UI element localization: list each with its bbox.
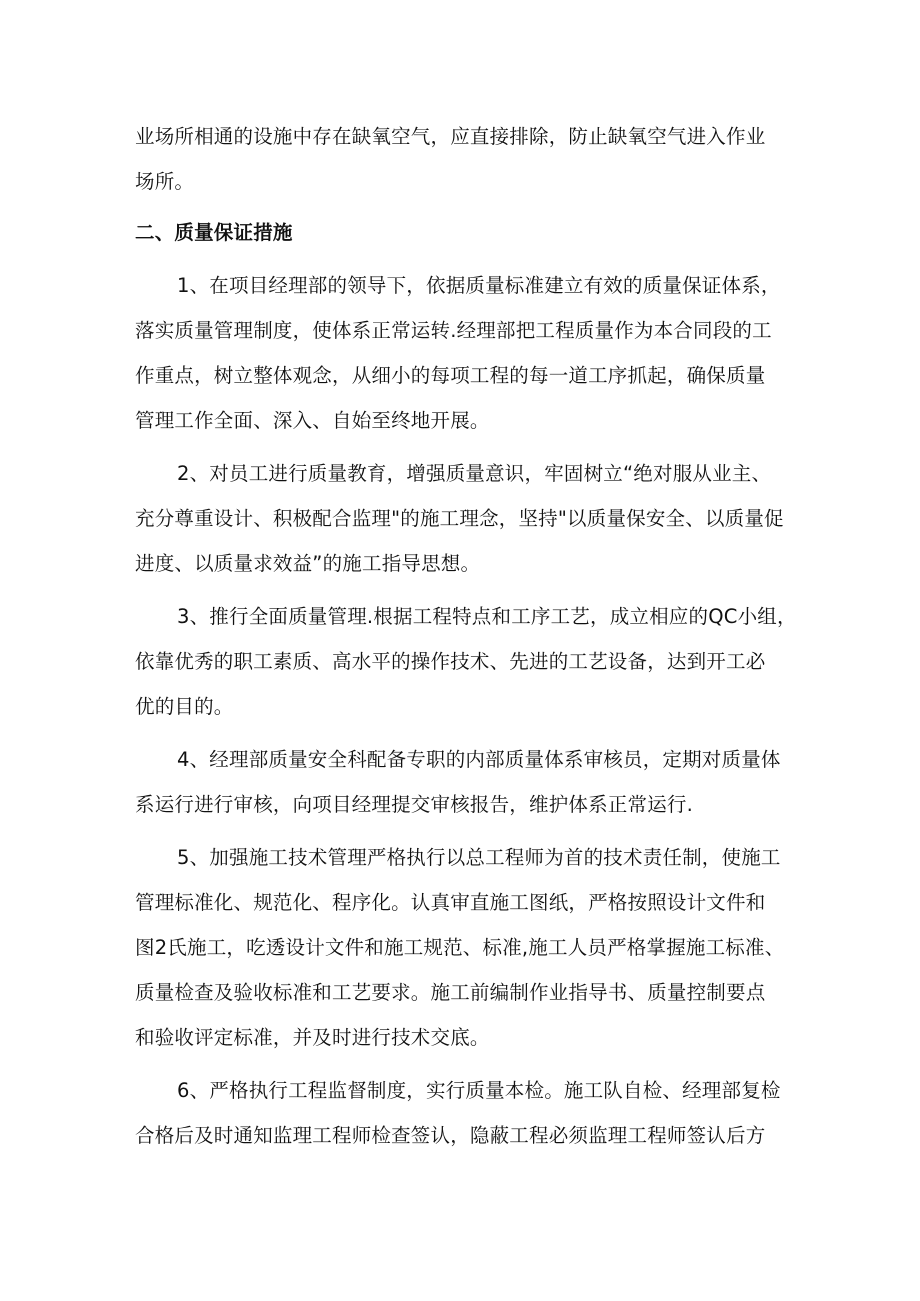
text-line: 6、严格执行工程监督制度，实行质量本检。施工队自检、经理部复检 [177, 1079, 781, 1102]
text-line: 质量检查及验收标准和工艺要求。施工前编制作业指导书、质量控制要点 [135, 981, 766, 1004]
text-line: 落实质量管理制度，使体系正常运转.经理部把工程质量作为本合同段的工 [135, 319, 772, 342]
paragraph-3 [135, 594, 797, 729]
text-line: 1、在项目经理部的领导下，依据质量标准建立有效的质量保证体系， [177, 274, 781, 297]
text-line: 依靠优秀的职工素质、高水平的操作技术、先进的工艺设备，达到开工必 [135, 650, 766, 673]
text-line: 优的目的。 [135, 695, 234, 718]
document-body [135, 114, 797, 1158]
continuation-paragraph [135, 114, 790, 204]
text-line: 3、推行全面质量管理.根据工程特点和工序工艺，成立相应的QC小组， [177, 605, 797, 628]
text-line: 和验收评定标准，并及时进行技术交底。 [135, 1026, 490, 1049]
text-line: 合格后及时通知监理工程师检查签认，隐蔽工程必须监理工程师签认后方 [135, 1124, 766, 1147]
text-line: 进度、以质量求效益”的施工指导思想。 [135, 552, 481, 575]
text-line: 充分尊重设计、积极配合监理"的施工理念，坚持"以质量保安全、以质量促 [135, 507, 784, 530]
text-line: 管理标准化、规范化、程序化。认真审直施工图纸，严格按照设计文件和 [135, 891, 766, 914]
text-line: 4、经理部质量安全科配备专职的内部质量体系审核员，定期对质量体 [177, 748, 781, 771]
paragraph-2 [135, 451, 790, 586]
text-line: 场所。 [135, 170, 195, 193]
paragraph-5 [135, 835, 790, 1060]
paragraph-6 [135, 1068, 790, 1158]
text-line: 业场所相通的设施中存在缺氧空气，应直接排除，防止缺氧空气进入作业 [135, 125, 766, 148]
paragraph-4 [135, 737, 790, 827]
text-line: 2、对员工进行质量教育，增强质量意识，牢固树立“绝对服从业主、 [177, 462, 772, 485]
section-heading: 二、质量保证措施 [135, 221, 293, 244]
text-line: 图2氏施工，吃透设计文件和施工规范、标准,施工人员严格掌握施工标准、 [135, 936, 785, 959]
text-line: 管理工作全面、深入、自始至终地开展。 [135, 409, 490, 432]
paragraph-1 [135, 263, 790, 443]
text-line: 5、加强施工技术管理严格执行以总工程师为首的技术责任制，使施工 [177, 846, 781, 869]
text-line: 作重点，树立整体观念，从细小的每项工程的每一道工序抓起，确保质量 [135, 364, 766, 387]
text-line: 系运行进行审核，向项目经理提交审核报告，维护体系正常运行. [135, 793, 693, 816]
